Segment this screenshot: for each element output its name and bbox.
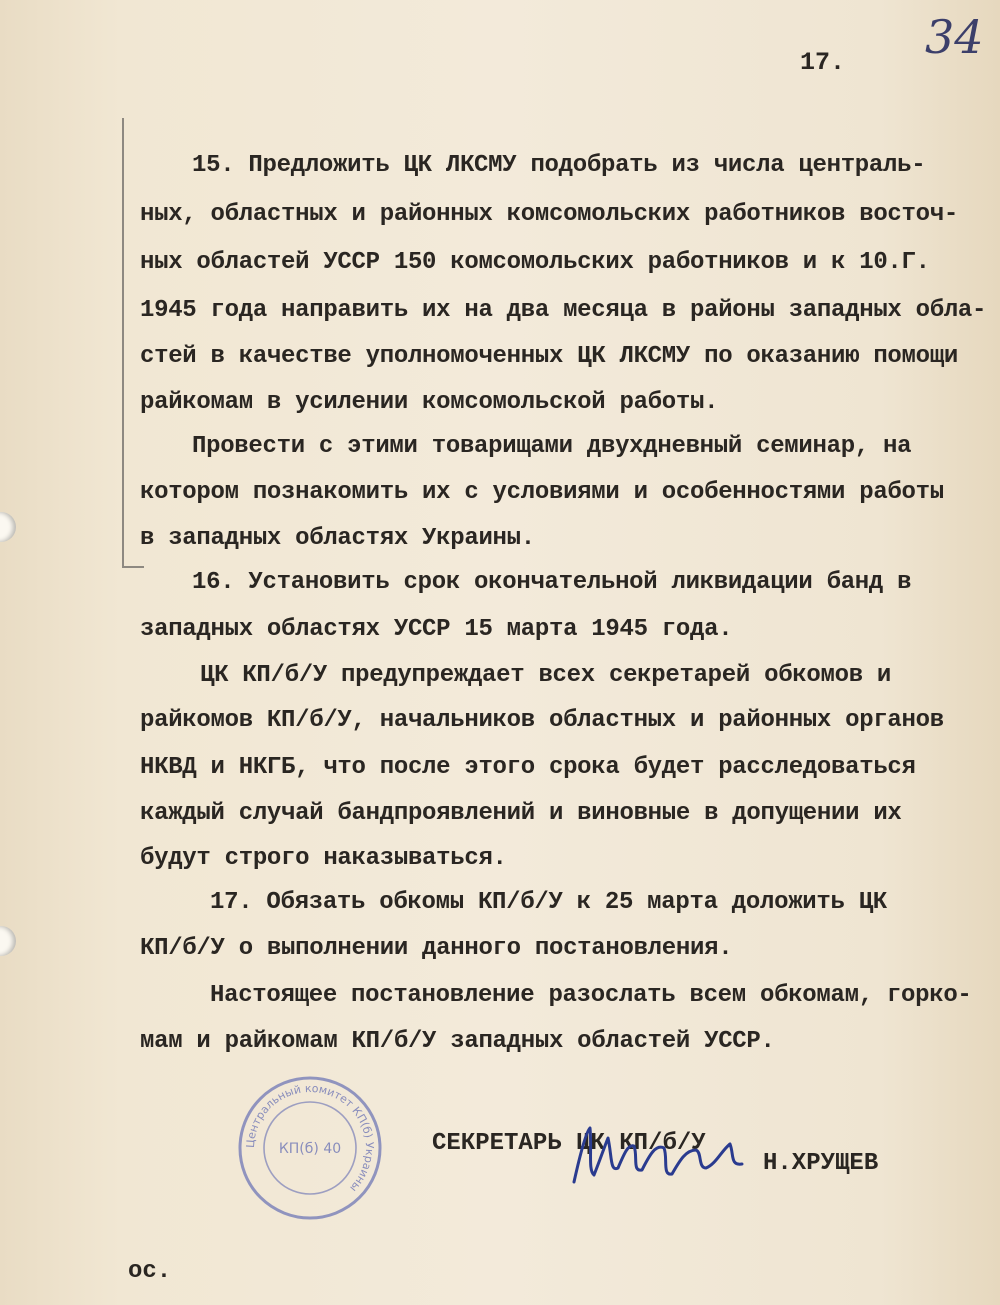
stamp-center-text: КП(б) 40	[278, 1141, 342, 1157]
text-line: ных областей УССР 150 комсомольских работников и к 10.Г.	[140, 249, 930, 276]
text-line: Провести с этими товарищами двухдневный семинар, на	[192, 433, 912, 460]
svg-text:Центральный комитет КП(б) Укра	[244, 1082, 376, 1195]
signatory-name: Н.ХРУЩЕВ	[763, 1150, 879, 1177]
handwritten-signature	[568, 1120, 748, 1195]
text-line: 1945 года направить их на два месяца в районы западных обла-	[140, 297, 987, 324]
text-line: мам и райкомам КП/б/У западных областей УССР.	[140, 1028, 775, 1055]
stamp-outer-text: Центральный комитет КП(б) Украины	[243, 1081, 377, 1195]
page-number: 17.	[800, 48, 846, 77]
text-line: райкомов КП/б/У, начальников областных и районных органов	[140, 707, 944, 734]
text-line: в западных областях Украины.	[140, 525, 535, 552]
footer-mark: ос.	[128, 1258, 172, 1285]
text-line: каждый случай бандпроявлений и виновные в допущении их	[140, 800, 902, 827]
text-line: Настоящее постановление разослать всем обкомам, горко-	[210, 982, 972, 1009]
archive-page-number: 34	[925, 10, 984, 64]
text-line: 17. Обязать обкомы КП/б/У к 25 марта доложить ЦК	[210, 889, 887, 916]
text-line: ных, областных и районных комсомольских работников восточ-	[140, 201, 958, 228]
text-line: НКВД и НКГБ, что после этого срока будет расследоваться	[140, 754, 916, 781]
punch-hole	[0, 926, 16, 956]
text-line: стей в качестве уполномоченных ЦК ЛКСМУ по оказанию помощи	[140, 343, 958, 370]
punch-hole	[0, 512, 16, 542]
text-line: ЦК КП/б/У предупреждает всех секретарей обкомов и	[200, 662, 892, 689]
text-line: КП/б/У о выполнении данного постановления.	[140, 935, 733, 962]
official-stamp	[235, 1073, 385, 1223]
text-line: западных областях УССР 15 марта 1945 года.	[140, 616, 733, 643]
signature-label: СЕКРЕТАРЬ ЦК КП/б/У	[432, 1130, 706, 1157]
text-line: 15. Предложить ЦК ЛКСМУ подобрать из числа централь-	[192, 152, 926, 179]
text-line: будут строго наказываться.	[140, 845, 507, 872]
text-line: райкомам в усилении комсомольской работы.	[140, 389, 719, 416]
text-line: 16. Установить срок окончательной ликвидации банд в	[192, 569, 912, 596]
text-line: котором познакомить их с условиями и особенностями работы	[140, 479, 944, 506]
